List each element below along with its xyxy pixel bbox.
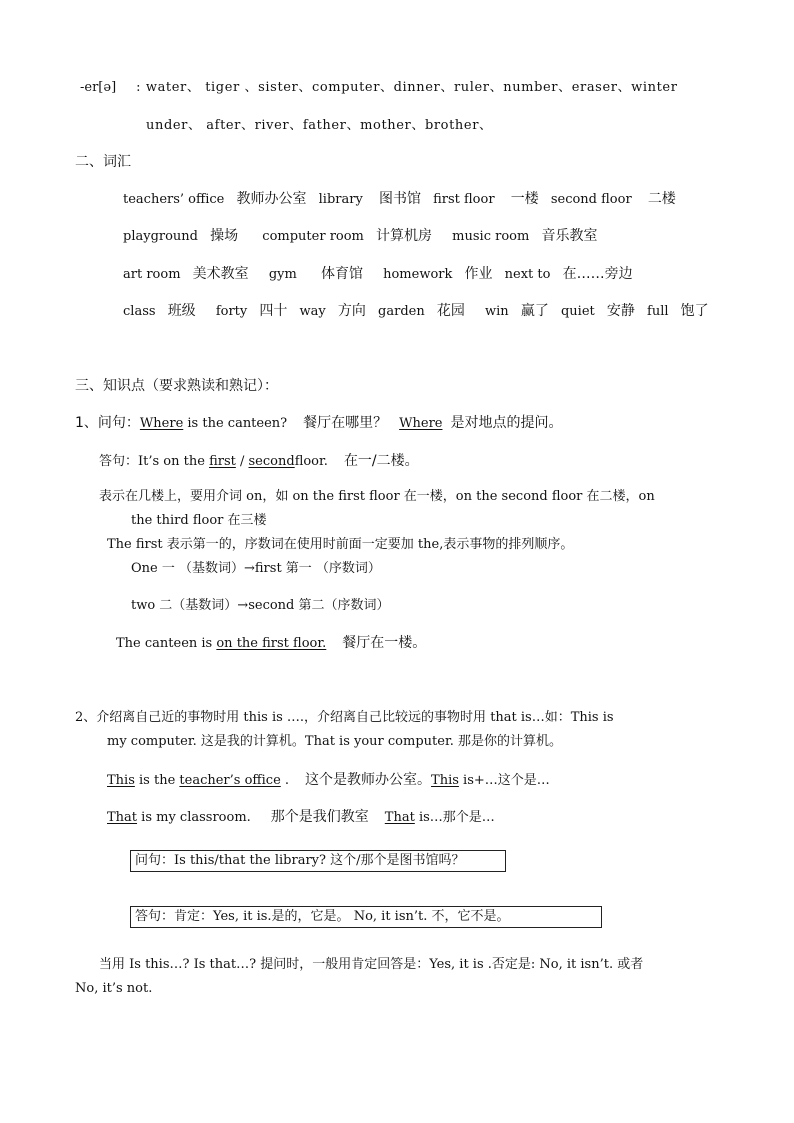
vocab-zh: 饱了 xyxy=(680,303,709,319)
vocab-zh: 体育馆 xyxy=(320,266,363,282)
usage-note-1: 当用 Is this…? Is that…? 提问时，一般用肯定回答是：Yes, it is .否定是: No, it isn’t. 或者 xyxy=(99,957,644,972)
vocab-en: class xyxy=(123,304,156,319)
ordinal-example-one: One 一 （基数词）→first 第一 （序数词） xyxy=(131,561,381,576)
question-note: 是对地点的提问。 xyxy=(450,415,563,431)
vocab-zh: 作业 xyxy=(464,266,493,282)
vocab-zh: 一楼 xyxy=(510,191,539,207)
point-1-desc-1: 表示在几楼上，要用介词 on，如 on the first floor 在一楼，on the second floor 在二楼，on xyxy=(99,489,655,504)
vocab-zh: 音乐教室 xyxy=(541,228,598,244)
vocab-en: next to xyxy=(504,267,551,282)
point-1-example xyxy=(116,634,426,653)
that-word: That xyxy=(107,810,138,825)
vocab-en: first floor xyxy=(433,192,495,207)
vocab-en: computer room xyxy=(262,229,364,244)
vocab-zh: 图书馆 xyxy=(378,191,421,207)
point-2-line-2: my computer. 这是我的计算机。That is your computer. 那是你的计算机。 xyxy=(107,734,563,749)
this-example xyxy=(107,771,550,790)
vocab-zh: 计算机房 xyxy=(376,228,433,244)
vocab-zh: 在……旁边 xyxy=(562,266,633,282)
vocab-zh: 班级 xyxy=(167,303,196,319)
vocab-en: full xyxy=(647,304,669,319)
office-word: teacher’s office xyxy=(179,773,281,788)
where-word: Where xyxy=(139,416,184,431)
question-box: 问句：Is this/that the library? 这个/那个是图书馆吗？ xyxy=(130,850,506,872)
vocab-en: teachers’ office xyxy=(123,192,225,207)
phonics-words-cont: under、 after、river、father、mother、brother、 xyxy=(146,118,493,133)
that-example xyxy=(107,808,495,827)
vocab-zh: 教师办公室 xyxy=(236,191,307,207)
vocab-en: playground xyxy=(123,229,199,244)
vocab-en: homework xyxy=(383,267,453,282)
question-text: is the canteen? xyxy=(183,416,288,431)
vocab-en: quiet xyxy=(560,304,595,319)
answer-slash: / xyxy=(239,454,245,469)
ordinal-example-two: two 二（基数词）→second 第二（序数词） xyxy=(131,598,390,613)
vocab-zh: 赢了 xyxy=(520,303,549,319)
vocab-en: music room xyxy=(452,229,530,244)
that-middle: is my classroom. xyxy=(137,810,251,825)
second-word: second xyxy=(248,454,295,469)
vocab-row-1 xyxy=(123,190,676,209)
point-1-answer xyxy=(99,452,419,471)
vocab-zh: 花园 xyxy=(436,303,465,319)
vocab-zh: 安静 xyxy=(606,303,635,319)
first-word: first xyxy=(209,454,236,469)
phonics-label: -er[ə] xyxy=(80,80,117,95)
phonics-words: : water、 tiger 、sister、computer、dinner、ruler、number、eraser、winter xyxy=(136,80,678,95)
vocab-zh: 四十 xyxy=(259,303,288,319)
that-word: That xyxy=(384,810,415,825)
vocab-en: garden xyxy=(378,304,425,319)
this-middle: is the xyxy=(134,773,180,788)
answer-translation: 在一/二楼。 xyxy=(343,453,419,469)
vocab-en: second floor xyxy=(550,192,632,207)
vocab-row-4 xyxy=(123,302,709,321)
point-1-desc-2: the third floor 在三楼 xyxy=(131,513,267,528)
point-2-line-1: 2、介绍离自己近的事物时用 this is ….，介绍离自己比较远的事物时用 that is…如：This is xyxy=(75,710,614,725)
section-knowledge-heading: 三、知识点（要求熟读和熟记）： xyxy=(75,378,278,394)
this-word: This xyxy=(431,773,459,788)
answer-floor: floor. xyxy=(294,454,328,469)
this-translation: 这个是教师办公室。 xyxy=(305,772,432,788)
point-1-question xyxy=(75,414,562,433)
vocab-zh: 操场 xyxy=(210,228,239,244)
that-tail: is…那个是… xyxy=(414,810,495,825)
phonics-line-2 xyxy=(146,117,493,135)
vocab-row-3 xyxy=(123,265,633,284)
vocab-en: way xyxy=(299,304,326,319)
answer-box: 答句：肯定：Yes, it is.是的，它是。 No, it isn’t. 不，它不是。 xyxy=(130,906,602,928)
that-translation: 那个是我们教室 xyxy=(270,809,369,825)
question-prefix: 1、问句： xyxy=(75,415,140,431)
usage-note-2: No, it’s not. xyxy=(75,981,153,996)
vocab-en: forty xyxy=(215,304,248,319)
vocab-en: library xyxy=(318,192,363,207)
phonics-line-1 xyxy=(80,79,678,97)
section-vocab-heading: 二、词汇 xyxy=(75,154,131,170)
vocab-zh: 美术教室 xyxy=(192,266,249,282)
question-translation: 餐厅在哪里？ xyxy=(303,415,388,431)
where-word: Where xyxy=(399,416,443,431)
vocab-zh: 二楼 xyxy=(647,191,676,207)
ordinal-rule: The first 表示第一的，序数词在使用时前面一定要加 the,表示事物的排列顺序。 xyxy=(107,537,574,552)
example-translation: 餐厅在一楼。 xyxy=(342,635,427,651)
vocab-en: gym xyxy=(268,267,297,282)
this-word: This xyxy=(107,773,135,788)
example-underlined: on the first floor. xyxy=(216,636,327,651)
vocab-zh: 方向 xyxy=(337,303,366,319)
vocab-en: win xyxy=(485,304,509,319)
this-end: . xyxy=(280,773,290,788)
example-prefix: The canteen is xyxy=(116,636,213,651)
vocab-en: art room xyxy=(123,267,181,282)
vocab-row-2 xyxy=(123,227,597,246)
this-tail: is+…这个是… xyxy=(458,773,550,788)
answer-prefix: 答句：It’s on the xyxy=(99,454,205,469)
